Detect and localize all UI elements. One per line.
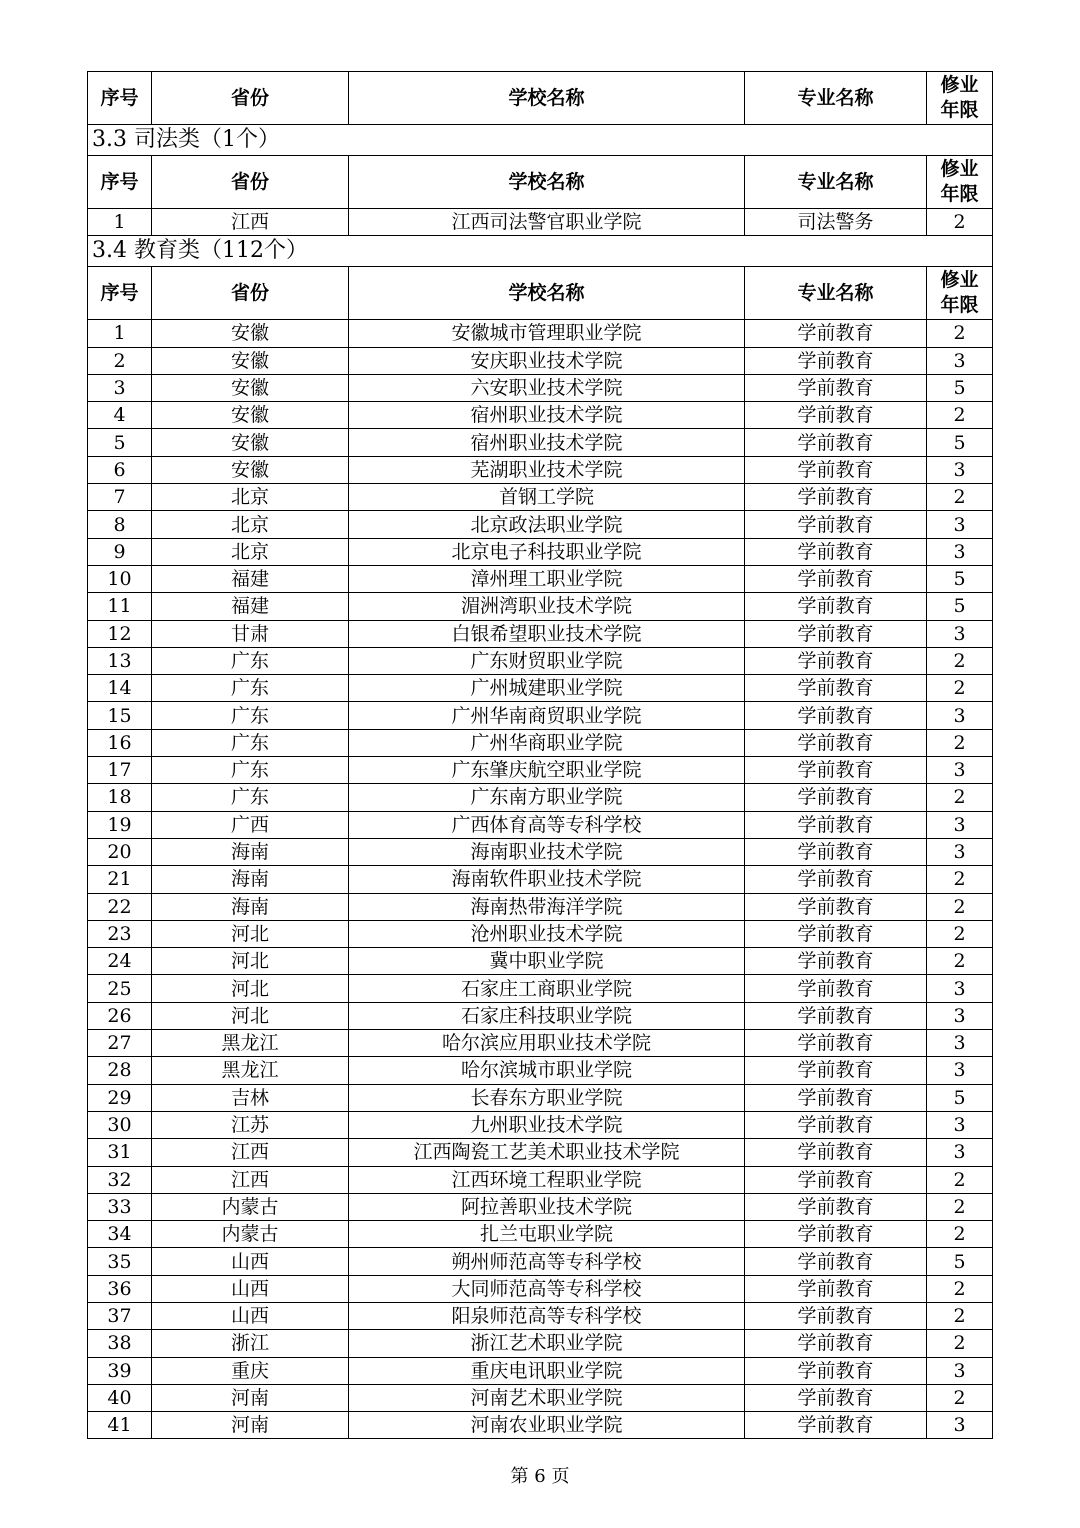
cell-seq: 14 [88, 675, 152, 702]
cell-province: 江西 [152, 1166, 349, 1193]
cell-years: 3 [927, 620, 993, 647]
table-row [88, 484, 993, 511]
cell-province: 山西 [152, 1302, 349, 1329]
table-row [88, 511, 993, 538]
cell-years: 2 [927, 784, 993, 811]
cell-province: 山西 [152, 1275, 349, 1302]
cell-major: 学前教育 [745, 1193, 927, 1220]
cell-province: 黑龙江 [152, 1030, 349, 1057]
cell-years: 3 [927, 975, 993, 1002]
cell-years: 2 [927, 675, 993, 702]
cell-years: 5 [927, 429, 993, 456]
cell-school: 朔州师范高等专科学校 [349, 1248, 745, 1275]
cell-years: 5 [927, 565, 993, 592]
cell-province: 安徽 [152, 456, 349, 483]
cell-years: 2 [927, 866, 993, 893]
table-row [88, 456, 993, 483]
header-seq: 序号 [88, 267, 152, 320]
cell-major: 学前教育 [745, 1412, 927, 1439]
cell-province: 广东 [152, 647, 349, 674]
cell-school: 哈尔滨应用职业技术学院 [349, 1030, 745, 1057]
cell-major: 学前教育 [745, 1166, 927, 1193]
cell-seq: 8 [88, 511, 152, 538]
cell-province: 海南 [152, 838, 349, 865]
header-seq: 序号 [88, 72, 152, 125]
cell-years: 3 [927, 1139, 993, 1166]
header-years [927, 267, 993, 320]
cell-seq: 26 [88, 1002, 152, 1029]
cell-years: 5 [927, 593, 993, 620]
cell-years: 5 [927, 374, 993, 401]
cell-school: 芜湖职业技术学院 [349, 456, 745, 483]
cell-major: 学前教育 [745, 647, 927, 674]
cell-major: 学前教育 [745, 484, 927, 511]
cell-years: 3 [927, 702, 993, 729]
cell-major: 学前教育 [745, 1330, 927, 1357]
table-row [88, 675, 993, 702]
cell-school: 海南软件职业技术学院 [349, 866, 745, 893]
cell-school: 海南热带海洋学院 [349, 893, 745, 920]
cell-years: 3 [927, 538, 993, 565]
table-row [88, 374, 993, 401]
cell-major: 学前教育 [745, 1248, 927, 1275]
cell-seq: 6 [88, 456, 152, 483]
cell-school: 长春东方职业学院 [349, 1084, 745, 1111]
cell-province: 江西 [152, 209, 349, 236]
cell-major: 司法警务 [745, 209, 927, 236]
cell-school: 湄洲湾职业技术学院 [349, 593, 745, 620]
cell-seq: 36 [88, 1275, 152, 1302]
cell-seq: 3 [88, 374, 152, 401]
table-row [88, 1384, 993, 1411]
header-school: 学校名称 [349, 267, 745, 320]
cell-years: 3 [927, 1111, 993, 1138]
cell-province: 海南 [152, 893, 349, 920]
section-title-row [88, 125, 993, 156]
table-row [88, 1030, 993, 1057]
cell-major: 学前教育 [745, 1357, 927, 1384]
cell-school: 北京政法职业学院 [349, 511, 745, 538]
cell-major: 学前教育 [745, 948, 927, 975]
cell-province: 江苏 [152, 1111, 349, 1138]
table-row [88, 402, 993, 429]
cell-major: 学前教育 [745, 893, 927, 920]
cell-major: 学前教育 [745, 565, 927, 592]
cell-province: 山西 [152, 1248, 349, 1275]
cell-years: 3 [927, 1412, 993, 1439]
cell-province: 广东 [152, 702, 349, 729]
table-header-row [88, 267, 993, 320]
header-province: 省份 [152, 72, 349, 125]
cell-seq: 22 [88, 893, 152, 920]
cell-province: 安徽 [152, 429, 349, 456]
cell-province: 安徽 [152, 320, 349, 347]
cell-years: 2 [927, 948, 993, 975]
cell-province: 福建 [152, 593, 349, 620]
table-row [88, 948, 993, 975]
cell-province: 安徽 [152, 374, 349, 401]
cell-major: 学前教育 [745, 429, 927, 456]
cell-school: 北京电子科技职业学院 [349, 538, 745, 565]
cell-major: 学前教育 [745, 1002, 927, 1029]
cell-major: 学前教育 [745, 347, 927, 374]
cell-seq: 12 [88, 620, 152, 647]
cell-province: 福建 [152, 565, 349, 592]
cell-seq: 30 [88, 1111, 152, 1138]
cell-province: 内蒙古 [152, 1221, 349, 1248]
cell-seq: 41 [88, 1412, 152, 1439]
cell-province: 海南 [152, 866, 349, 893]
cell-province: 河南 [152, 1384, 349, 1411]
cell-seq: 19 [88, 811, 152, 838]
cell-major: 学前教育 [745, 838, 927, 865]
header-school: 学校名称 [349, 156, 745, 209]
header-province: 省份 [152, 156, 349, 209]
cell-major: 学前教育 [745, 511, 927, 538]
table-row [88, 647, 993, 674]
cell-school: 安徽城市管理职业学院 [349, 320, 745, 347]
cell-school: 浙江艺术职业学院 [349, 1330, 745, 1357]
cell-years: 3 [927, 1057, 993, 1084]
cell-years: 2 [927, 1221, 993, 1248]
cell-seq: 16 [88, 729, 152, 756]
cell-province: 北京 [152, 511, 349, 538]
cell-seq: 33 [88, 1193, 152, 1220]
cell-years: 3 [927, 838, 993, 865]
cell-major: 学前教育 [745, 920, 927, 947]
cell-seq: 10 [88, 565, 152, 592]
cell-seq: 27 [88, 1030, 152, 1057]
cell-major: 学前教育 [745, 1384, 927, 1411]
cell-major: 学前教育 [745, 784, 927, 811]
cell-school: 九州职业技术学院 [349, 1111, 745, 1138]
cell-major: 学前教育 [745, 729, 927, 756]
cell-major: 学前教育 [745, 593, 927, 620]
cell-province: 江西 [152, 1139, 349, 1166]
program-table [87, 71, 993, 1439]
cell-school: 冀中职业学院 [349, 948, 745, 975]
cell-major: 学前教育 [745, 374, 927, 401]
cell-years: 2 [927, 920, 993, 947]
cell-major: 学前教育 [745, 1221, 927, 1248]
cell-school: 六安职业技术学院 [349, 374, 745, 401]
cell-province: 浙江 [152, 1330, 349, 1357]
cell-province: 安徽 [152, 402, 349, 429]
cell-major: 学前教育 [745, 1111, 927, 1138]
cell-seq: 23 [88, 920, 152, 947]
cell-school: 漳州理工职业学院 [349, 565, 745, 592]
cell-seq: 38 [88, 1330, 152, 1357]
header-major: 专业名称 [745, 267, 927, 320]
cell-school: 河南艺术职业学院 [349, 1384, 745, 1411]
cell-province: 广东 [152, 757, 349, 784]
cell-school: 哈尔滨城市职业学院 [349, 1057, 745, 1084]
table-row [88, 1057, 993, 1084]
cell-years: 2 [927, 1166, 993, 1193]
cell-years: 3 [927, 347, 993, 374]
cell-seq: 13 [88, 647, 152, 674]
table-row [88, 1248, 993, 1275]
table-row [88, 757, 993, 784]
cell-major: 学前教育 [745, 538, 927, 565]
cell-seq: 2 [88, 347, 152, 374]
table-row [88, 1221, 993, 1248]
cell-seq: 7 [88, 484, 152, 511]
cell-province: 广东 [152, 729, 349, 756]
cell-major: 学前教育 [745, 811, 927, 838]
cell-school: 广东肇庆航空职业学院 [349, 757, 745, 784]
cell-seq: 11 [88, 593, 152, 620]
header-years-line1: 修业 [940, 269, 979, 292]
cell-school: 宿州职业技术学院 [349, 429, 745, 456]
cell-school: 白银希望职业技术学院 [349, 620, 745, 647]
cell-seq: 35 [88, 1248, 152, 1275]
cell-school: 广州华南商贸职业学院 [349, 702, 745, 729]
cell-years: 2 [927, 1275, 993, 1302]
cell-major: 学前教育 [745, 1275, 927, 1302]
cell-major: 学前教育 [745, 675, 927, 702]
cell-school: 海南职业技术学院 [349, 838, 745, 865]
table-row [88, 1302, 993, 1329]
cell-major: 学前教育 [745, 1030, 927, 1057]
table-row [88, 920, 993, 947]
table-row [88, 784, 993, 811]
header-seq: 序号 [88, 156, 152, 209]
cell-school: 扎兰屯职业学院 [349, 1221, 745, 1248]
cell-years: 2 [927, 1193, 993, 1220]
cell-school: 江西司法警官职业学院 [349, 209, 745, 236]
cell-province: 河北 [152, 948, 349, 975]
table-row [88, 565, 993, 592]
table-row [88, 1139, 993, 1166]
cell-years: 2 [927, 484, 993, 511]
header-years [927, 72, 993, 125]
cell-years: 2 [927, 647, 993, 674]
cell-seq: 32 [88, 1166, 152, 1193]
table-row [88, 1166, 993, 1193]
cell-school: 广东财贸职业学院 [349, 647, 745, 674]
cell-years: 2 [927, 1384, 993, 1411]
cell-school: 阳泉师范高等专科学校 [349, 1302, 745, 1329]
cell-province: 安徽 [152, 347, 349, 374]
table-row [88, 320, 993, 347]
table-row [88, 975, 993, 1002]
header-school: 学校名称 [349, 72, 745, 125]
cell-seq: 24 [88, 948, 152, 975]
section-title: 3.4 教育类（112个） [88, 236, 993, 267]
header-years [927, 156, 993, 209]
table-row [88, 538, 993, 565]
cell-school: 大同师范高等专科学校 [349, 1275, 745, 1302]
cell-province: 甘肃 [152, 620, 349, 647]
cell-major: 学前教育 [745, 866, 927, 893]
cell-province: 河北 [152, 1002, 349, 1029]
cell-school: 江西环境工程职业学院 [349, 1166, 745, 1193]
cell-seq: 5 [88, 429, 152, 456]
cell-seq: 15 [88, 702, 152, 729]
cell-years: 3 [927, 456, 993, 483]
table-row [88, 1330, 993, 1357]
table-row [88, 866, 993, 893]
cell-province: 河北 [152, 975, 349, 1002]
cell-province: 广东 [152, 675, 349, 702]
table-row [88, 702, 993, 729]
cell-major: 学前教育 [745, 1084, 927, 1111]
table-row [88, 1002, 993, 1029]
cell-major: 学前教育 [745, 702, 927, 729]
cell-province: 河北 [152, 920, 349, 947]
cell-seq: 18 [88, 784, 152, 811]
cell-school: 石家庄工商职业学院 [349, 975, 745, 1002]
cell-major: 学前教育 [745, 1057, 927, 1084]
cell-seq: 20 [88, 838, 152, 865]
header-major: 专业名称 [745, 156, 927, 209]
header-years-line2: 年限 [940, 294, 979, 317]
cell-years: 3 [927, 511, 993, 538]
table-row [88, 1412, 993, 1439]
cell-province: 北京 [152, 538, 349, 565]
cell-years: 2 [927, 402, 993, 429]
cell-school: 沧州职业技术学院 [349, 920, 745, 947]
cell-seq: 28 [88, 1057, 152, 1084]
page-number: 第 6 页 [510, 1466, 570, 1487]
header-years-line2: 年限 [940, 183, 979, 205]
cell-major: 学前教育 [745, 620, 927, 647]
cell-school: 广东南方职业学院 [349, 784, 745, 811]
header-years-line1: 修业 [940, 74, 979, 96]
cell-school: 石家庄科技职业学院 [349, 1002, 745, 1029]
table-row [88, 593, 993, 620]
table-header-row [88, 156, 993, 209]
cell-province: 河南 [152, 1412, 349, 1439]
cell-seq: 25 [88, 975, 152, 1002]
cell-seq: 1 [88, 320, 152, 347]
cell-years: 2 [927, 729, 993, 756]
table-row [88, 1084, 993, 1111]
cell-seq: 29 [88, 1084, 152, 1111]
cell-years: 5 [927, 1248, 993, 1275]
table-row [88, 1193, 993, 1220]
table-row [88, 429, 993, 456]
cell-province: 吉林 [152, 1084, 349, 1111]
cell-years: 2 [927, 320, 993, 347]
table-row [88, 347, 993, 374]
cell-years: 2 [927, 1302, 993, 1329]
cell-school: 安庆职业技术学院 [349, 347, 745, 374]
table-row [88, 811, 993, 838]
table-row [88, 729, 993, 756]
cell-years: 2 [927, 209, 993, 236]
header-major: 专业名称 [745, 72, 927, 125]
cell-school: 河南农业职业学院 [349, 1412, 745, 1439]
cell-major: 学前教育 [745, 1139, 927, 1166]
cell-school: 广西体育高等专科学校 [349, 811, 745, 838]
cell-years: 3 [927, 1357, 993, 1384]
cell-school: 广州城建职业学院 [349, 675, 745, 702]
cell-seq: 9 [88, 538, 152, 565]
cell-years: 2 [927, 1330, 993, 1357]
cell-years: 3 [927, 1030, 993, 1057]
cell-province: 广西 [152, 811, 349, 838]
cell-seq: 17 [88, 757, 152, 784]
cell-years: 5 [927, 1084, 993, 1111]
cell-seq: 21 [88, 866, 152, 893]
cell-seq: 39 [88, 1357, 152, 1384]
table-header-row [88, 72, 993, 125]
cell-province: 黑龙江 [152, 1057, 349, 1084]
cell-school: 阿拉善职业技术学院 [349, 1193, 745, 1220]
cell-school: 江西陶瓷工艺美术职业技术学院 [349, 1139, 745, 1166]
cell-years: 3 [927, 811, 993, 838]
section-title: 3.3 司法类（1个） [88, 125, 993, 156]
cell-major: 学前教育 [745, 757, 927, 784]
cell-major: 学前教育 [745, 320, 927, 347]
cell-major: 学前教育 [745, 1302, 927, 1329]
cell-seq: 40 [88, 1384, 152, 1411]
cell-years: 2 [927, 893, 993, 920]
cell-province: 广东 [152, 784, 349, 811]
cell-school: 重庆电讯职业学院 [349, 1357, 745, 1384]
table-row [88, 1357, 993, 1384]
cell-seq: 31 [88, 1139, 152, 1166]
cell-school: 广州华商职业学院 [349, 729, 745, 756]
cell-seq: 4 [88, 402, 152, 429]
table-row [88, 893, 993, 920]
cell-province: 内蒙古 [152, 1193, 349, 1220]
cell-seq: 34 [88, 1221, 152, 1248]
header-years-line1: 修业 [940, 158, 979, 180]
header-province: 省份 [152, 267, 349, 320]
cell-province: 重庆 [152, 1357, 349, 1384]
table-row [88, 209, 993, 236]
table-row [88, 1275, 993, 1302]
cell-major: 学前教育 [745, 456, 927, 483]
cell-seq: 37 [88, 1302, 152, 1329]
table-row [88, 838, 993, 865]
cell-major: 学前教育 [745, 975, 927, 1002]
section-title-row [88, 236, 993, 267]
cell-major: 学前教育 [745, 402, 927, 429]
cell-seq: 1 [88, 209, 152, 236]
cell-school: 宿州职业技术学院 [349, 402, 745, 429]
cell-years: 3 [927, 757, 993, 784]
cell-province: 北京 [152, 484, 349, 511]
cell-school: 首钢工学院 [349, 484, 745, 511]
header-years-line2: 年限 [940, 99, 979, 121]
table-row [88, 1111, 993, 1138]
table-row [88, 620, 993, 647]
cell-years: 3 [927, 1002, 993, 1029]
